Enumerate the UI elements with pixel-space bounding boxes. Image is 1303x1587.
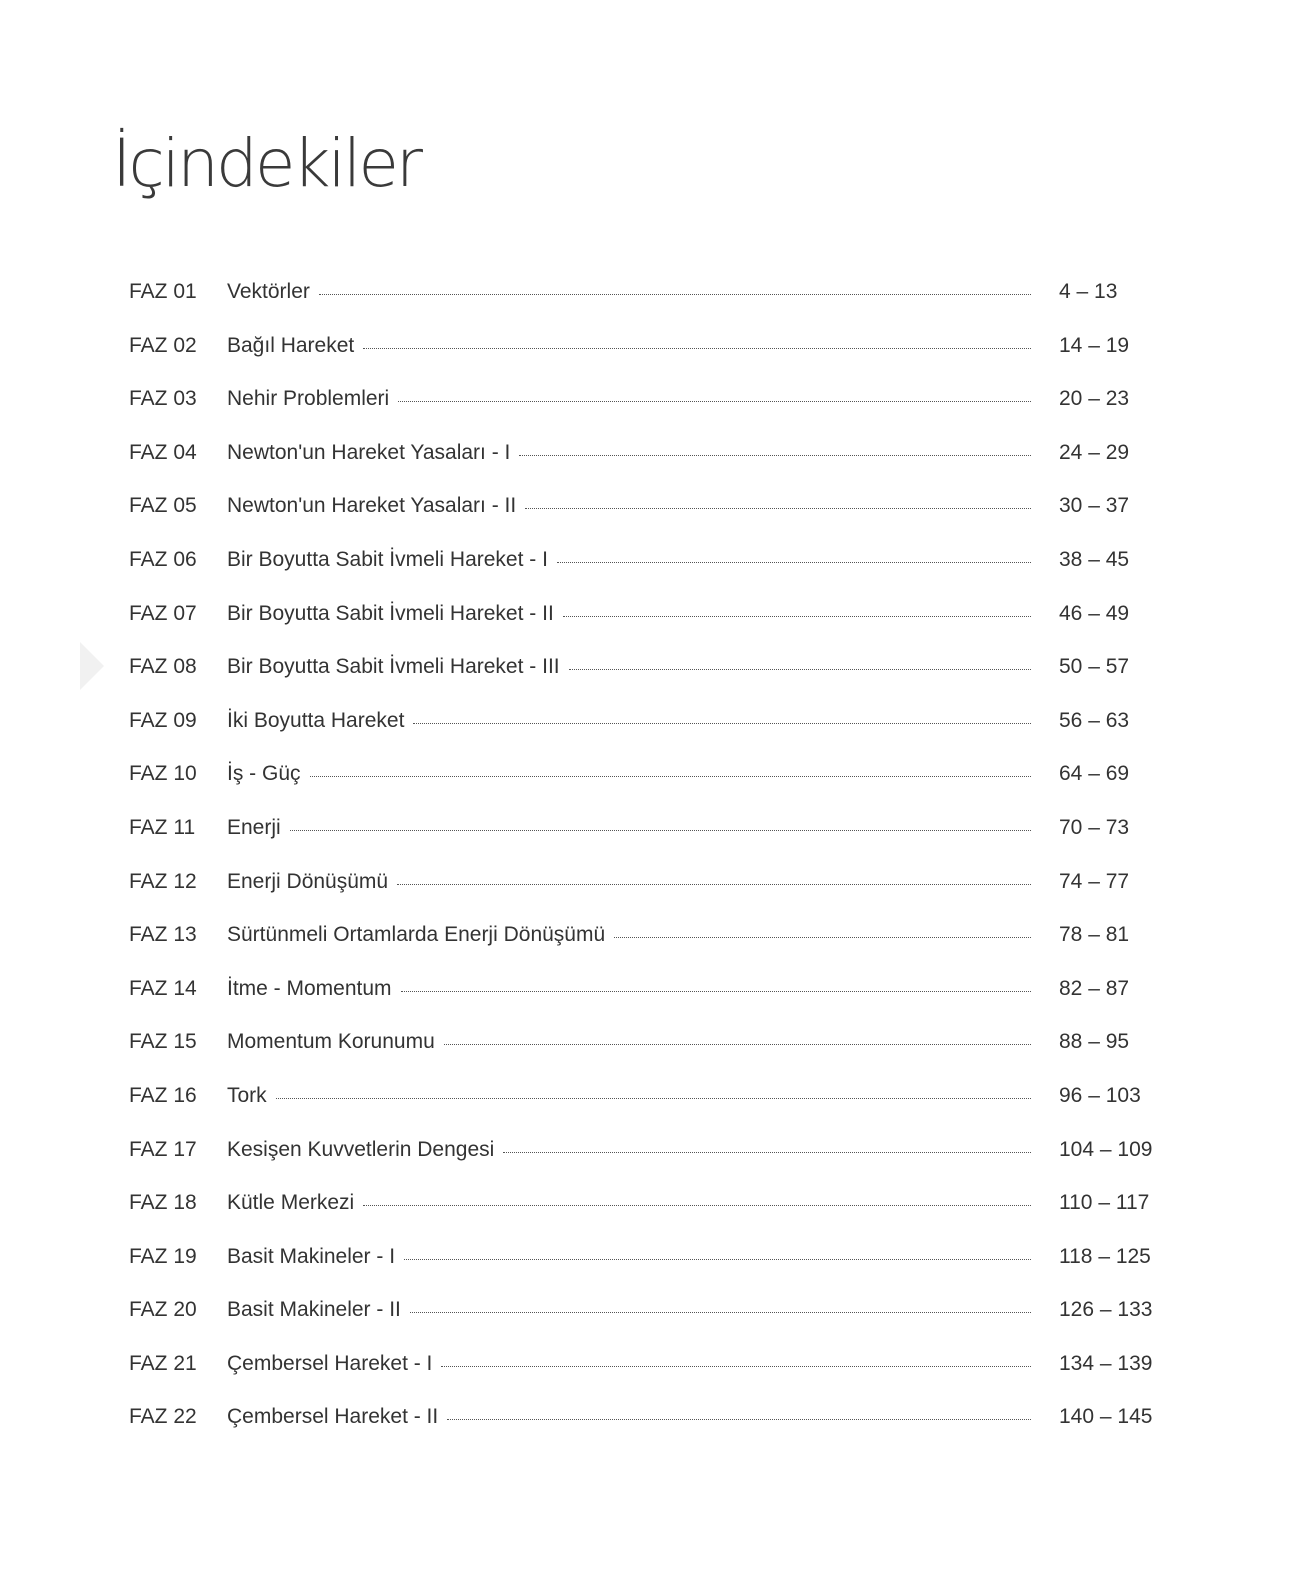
toc-entry-code: FAZ 20 (129, 1298, 197, 1322)
toc-dot-leader (410, 1312, 1031, 1313)
toc-entry[interactable] (129, 923, 1169, 977)
toc-entry-title: Bir Boyutta Sabit İvmeli Hareket - III (227, 655, 560, 679)
toc-entry-pages: 50 – 57 (1059, 655, 1130, 679)
toc-entry-title: Momentum Korunumu (227, 1030, 435, 1054)
toc-entry-pages: 64 – 69 (1059, 762, 1130, 786)
toc-entry-pages: 20 – 23 (1059, 387, 1130, 411)
toc-dot-leader (447, 1419, 1031, 1420)
toc-dot-leader (398, 401, 1031, 402)
toc-entry-pages: 140 – 145 (1059, 1405, 1153, 1429)
toc-dot-leader (441, 1366, 1031, 1367)
toc-dot-leader (401, 991, 1031, 992)
toc-entry[interactable] (129, 1245, 1169, 1299)
toc-entry[interactable] (129, 870, 1169, 924)
toc-entry-pages: 14 – 19 (1059, 333, 1130, 357)
toc-dot-leader (569, 669, 1031, 670)
toc-entry[interactable] (129, 1352, 1169, 1406)
toc-dot-leader (290, 830, 1031, 831)
toc-entry-title: Vektörler (227, 280, 310, 303)
toc-entry-pages: 38 – 45 (1059, 547, 1130, 571)
toc-entry-code: FAZ 06 (129, 547, 197, 571)
toc-entry-title: İtme - Momentum (227, 976, 392, 1000)
toc-dot-leader (525, 508, 1031, 509)
toc-entry-title: Basit Makineler - II (227, 1298, 401, 1322)
toc-entry-code: FAZ 02 (129, 333, 197, 357)
toc-entry-pages: 126 – 133 (1059, 1298, 1153, 1322)
toc-entry-title: Newton'un Hareket Yasaları - I (227, 440, 511, 464)
toc-entry-pages: 4 – 13 (1059, 280, 1118, 303)
toc-entry-code: FAZ 12 (129, 869, 197, 893)
toc-entry[interactable] (129, 655, 1169, 709)
toc-entry-code: FAZ 07 (129, 601, 197, 625)
toc-entry-title: Newton'un Hareket Yasaları - II (227, 494, 517, 518)
toc-dot-leader (404, 1259, 1031, 1260)
toc-entry[interactable] (129, 816, 1169, 870)
toc-entry[interactable] (129, 977, 1169, 1031)
toc-entry[interactable] (129, 1298, 1169, 1352)
toc-entry[interactable] (129, 1138, 1169, 1192)
page-corner-mark (80, 642, 104, 690)
toc-entry[interactable] (129, 494, 1169, 548)
toc-entry-code: FAZ 08 (129, 655, 197, 679)
toc-entry[interactable] (129, 709, 1169, 763)
toc-entry-pages: 70 – 73 (1059, 815, 1130, 839)
toc-dot-leader (276, 1098, 1031, 1099)
toc-entry-code: FAZ 05 (129, 494, 197, 518)
toc-entry[interactable] (129, 441, 1169, 495)
toc-entry-title: Enerji Dönüşümü (227, 869, 389, 893)
toc-dot-leader (413, 723, 1031, 724)
toc-entry-pages: 82 – 87 (1059, 976, 1130, 1000)
toc-dot-leader (363, 1205, 1031, 1206)
toc-entry[interactable] (129, 280, 1169, 334)
toc-entry-code: FAZ 21 (129, 1351, 197, 1375)
toc-dot-leader (363, 348, 1031, 349)
toc-entry[interactable] (129, 1084, 1169, 1138)
toc-entry-code: FAZ 14 (129, 976, 197, 1000)
toc-entry-code: FAZ 15 (129, 1030, 197, 1054)
toc-entry[interactable] (129, 548, 1169, 602)
toc-entry-title: Çembersel Hareket - II (227, 1405, 439, 1429)
toc-entry-code: FAZ 03 (129, 387, 197, 411)
toc-entry[interactable] (129, 762, 1169, 816)
toc-entry-title: Kütle Merkezi (227, 1191, 355, 1215)
toc-entry-pages: 104 – 109 (1059, 1137, 1153, 1161)
toc-entry-pages: 88 – 95 (1059, 1030, 1130, 1054)
toc-entry-pages: 134 – 139 (1059, 1351, 1153, 1375)
toc-entry-code: FAZ 16 (129, 1083, 197, 1107)
toc-entry-title: İki Boyutta Hareket (227, 708, 405, 732)
toc-entry[interactable] (129, 387, 1169, 441)
toc-entry-title: Sürtünmeli Ortamlarda Enerji Dönüşümü (227, 923, 606, 947)
toc-entry-code: FAZ 11 (129, 815, 196, 839)
toc-entry-pages: 56 – 63 (1059, 708, 1130, 732)
toc-entry[interactable] (129, 1030, 1169, 1084)
toc-entry-pages: 78 – 81 (1059, 923, 1130, 947)
toc-entry-title: Enerji (227, 815, 281, 839)
toc-dot-leader (519, 455, 1031, 456)
toc-entry-title: Bir Boyutta Sabit İvmeli Hareket - I (227, 547, 548, 571)
toc-entry-pages: 118 – 125 (1059, 1244, 1151, 1268)
table-of-contents (129, 280, 1169, 1459)
toc-entry-title: Bağıl Hareket (227, 333, 355, 357)
toc-entry-title: Bir Boyutta Sabit İvmeli Hareket - II (227, 601, 554, 625)
page-title: İçindekiler (112, 125, 421, 202)
toc-entry-pages: 24 – 29 (1059, 440, 1130, 464)
toc-entry-code: FAZ 17 (129, 1137, 197, 1161)
toc-dot-leader (563, 616, 1031, 617)
toc-entry-code: FAZ 13 (129, 923, 197, 947)
toc-dot-leader (397, 884, 1031, 885)
toc-entry[interactable] (129, 1405, 1169, 1459)
toc-entry-code: FAZ 19 (129, 1244, 197, 1268)
toc-dot-leader (310, 776, 1031, 777)
toc-entry[interactable] (129, 602, 1169, 656)
toc-dot-leader (503, 1152, 1031, 1153)
toc-entry-pages: 30 – 37 (1059, 494, 1130, 518)
toc-entry-title: Çembersel Hareket - I (227, 1351, 433, 1375)
toc-entry[interactable] (129, 334, 1169, 388)
toc-entry-code: FAZ 22 (129, 1405, 197, 1429)
toc-entry-title: İş - Güç (227, 762, 301, 786)
toc-entry-pages: 110 – 117 (1059, 1191, 1150, 1215)
toc-entry-code: FAZ 09 (129, 708, 197, 732)
toc-dot-leader (557, 562, 1031, 563)
toc-entry-code: FAZ 04 (129, 440, 197, 464)
toc-entry[interactable] (129, 1191, 1169, 1245)
toc-entry-pages: 74 – 77 (1059, 869, 1130, 893)
toc-entry-title: Nehir Problemleri (227, 387, 390, 411)
toc-entry-title: Tork (227, 1083, 267, 1107)
toc-entry-code: FAZ 18 (129, 1191, 197, 1215)
toc-entry-code: FAZ 10 (129, 762, 197, 786)
toc-entry-title: Kesişen Kuvvetlerin Dengesi (227, 1137, 495, 1161)
toc-dot-leader (614, 937, 1031, 938)
toc-entry-pages: 46 – 49 (1059, 601, 1130, 625)
toc-dot-leader (444, 1044, 1031, 1045)
toc-entry-code: FAZ 01 (129, 280, 197, 303)
toc-entry-title: Basit Makineler - I (227, 1244, 396, 1268)
toc-dot-leader (319, 294, 1031, 295)
toc-entry-pages: 96 – 103 (1059, 1083, 1141, 1107)
